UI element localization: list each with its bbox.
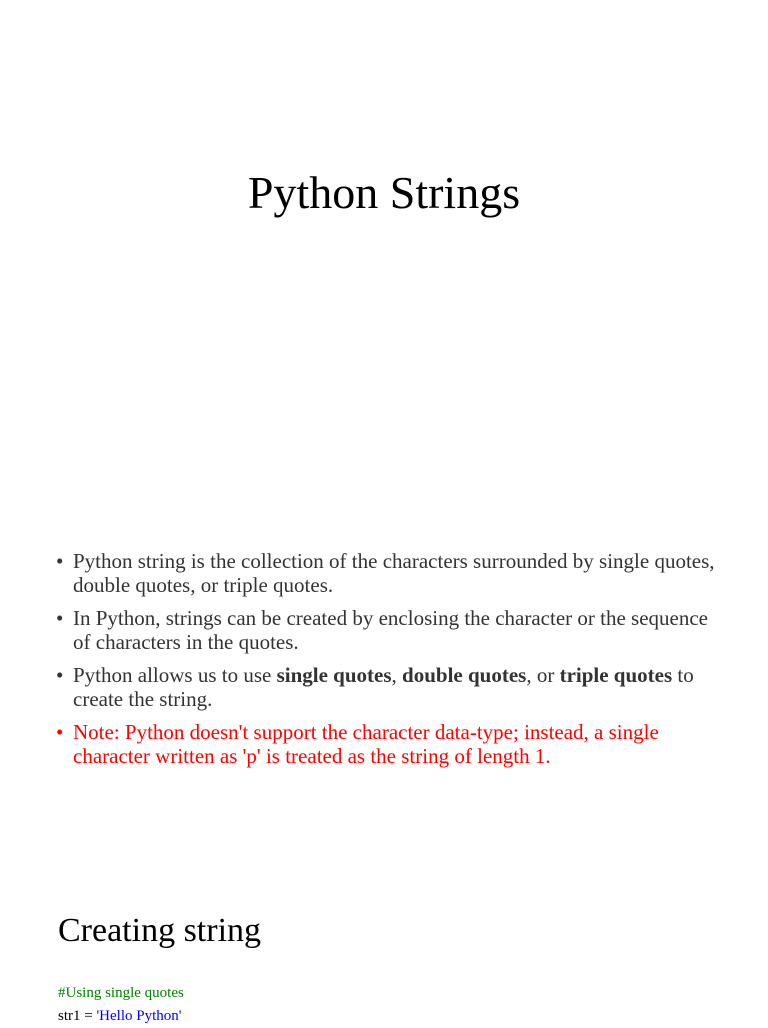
- bullet-text: Note: Python doesn't support the character data-type; instead, a single character written as 'p' is treated as the string of length 1.: [73, 720, 659, 768]
- code-string-literal: 'Hello Python': [96, 1008, 182, 1024]
- bullet-dot-icon: •: [56, 663, 64, 687]
- section-title: Creating string: [58, 912, 262, 949]
- bullet-dot-icon: •: [56, 549, 64, 573]
- bullet-dot-icon: •: [56, 720, 64, 744]
- bullet-item: [56, 663, 716, 711]
- code-line: [58, 1005, 184, 1028]
- code-block: [58, 982, 184, 1028]
- bullet-text-part: Python allows us to use: [73, 663, 277, 687]
- bullet-list: [56, 549, 716, 777]
- bullet-bold-triple-quotes: triple quotes: [559, 663, 673, 687]
- bullet-item: [56, 549, 716, 597]
- bullet-text-part: ,: [391, 663, 403, 687]
- bullet-dot-icon: •: [56, 606, 64, 630]
- bullet-text: Python string is the collection of the characters surrounded by single quotes, double quotes, or triple quotes.: [73, 549, 715, 597]
- code-variable: str1 =: [58, 1008, 97, 1024]
- code-comment: #Using single quotes: [58, 985, 184, 1001]
- bullet-item-note: [56, 720, 716, 768]
- bullet-text-part: to create the string.: [73, 663, 694, 711]
- bullet-item: [56, 606, 716, 654]
- bullet-text: In Python, strings can be created by enclosing the character or the sequence of characters in the quotes.: [73, 606, 709, 654]
- slide-title: Python Strings: [247, 167, 521, 218]
- bullet-text-part: , or: [526, 663, 560, 687]
- bullet-bold-single-quotes: single quotes: [276, 663, 392, 687]
- bullet-bold-double-quotes: double quotes: [402, 663, 527, 687]
